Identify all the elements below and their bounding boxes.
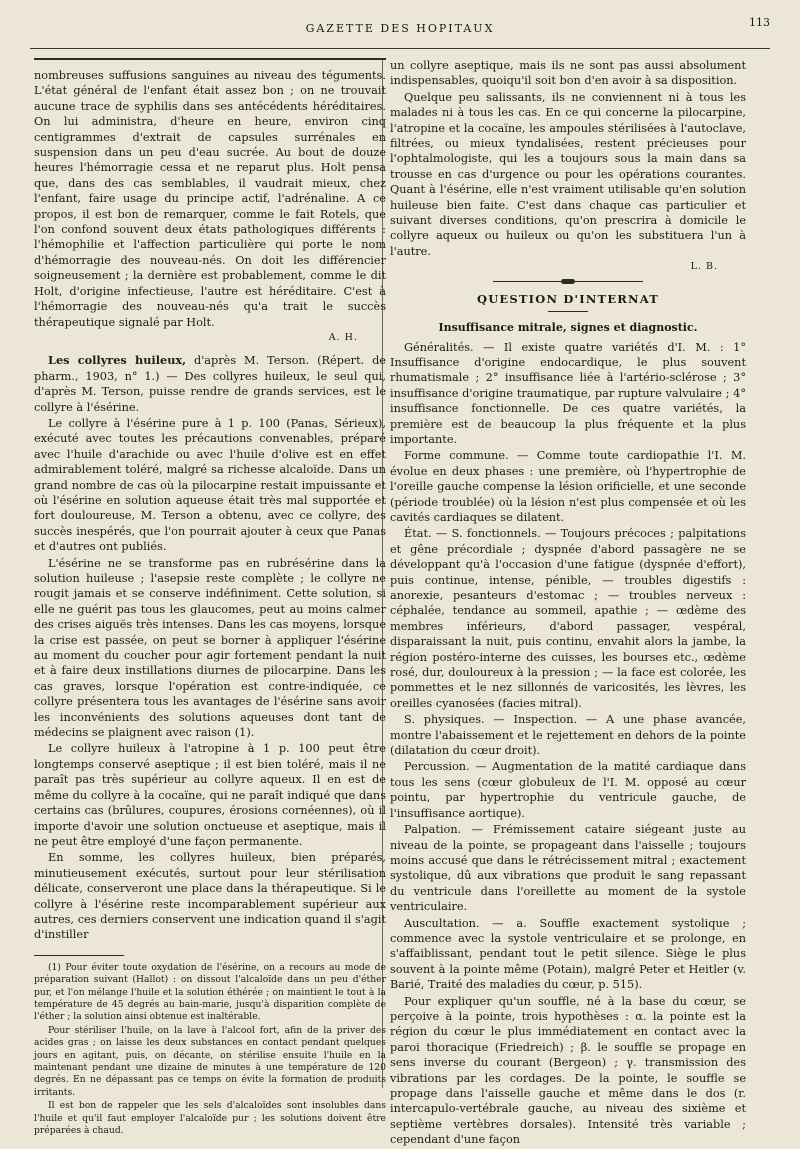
journal-title: GAZETTE DES HOPITAUX [305,22,495,35]
right-paragraph-1: Généralités. — Il existe quatre variétés d'I. M. : 1° Insuffisance d'origine endocardique, le plus souvent rhumatismale ; 2° insuffisance liée à l'artério-sclérose ; 3° insuffisance d'origine traumatique, par rupture valvulaire ; 4° insuffisance fonctionnelle. De ces quatre variétés, la première est de beaucoup la plus fréquente et la plus importante. [390,340,746,446]
right-paragraph-2: Forme commune. — Comme toute cardiopathie l'I. M. évolue en deux phases : une première, où l'hypertrophie de l'oreille gauche compense la lésion orificielle, et une seconde (période troublée) où la lésion n'est plus compensée et où les cavités cardiaques se dilatent. [390,449,746,524]
left-intro-paragraph: nombreuses suffusions sanguines au niveau des téguments. L'état général de l'enfant était assez bon ; on ne trouvait aucune trace de syphilis dans ses antécédents héréditaires. On lui administra, d'heure en heure, environ cinq centigrammes d'extrait de capsules surrénales en suspension dans un peu d'eau sucrée. Au bout de douze heures l'hémorragie cessa et ne reparut plus. Holt pensa que, dans des cas semblables, il vaudrait mieux, chez l'enfant, faire usage du principe actif, l'adrénaline. A ce propos, il est bon de remarquer, comme le fait Rotels, que l'on confond souvent deux états pathologiques différents : l'hémophilie et l'affection particulière qui porte le nom d'hémorragie des nouveau-nés. On doit les différencier soigneusement ; la dernière est probablement, comme le dit Holt, d'origine infectieuse, l'autre est héréditaire. C'est à l'hémorragie des nouveau-nés qu'a trait le succès thérapeutique signalé par Holt. [34,69,386,329]
right-paragraph-3: État. — S. fonctionnels. — Toujours précoces ; palpitations et gêne précordiale ; dyspnée d'abord passagère ne se développant qu'à l'occasion d'une fatigue (dyspnée d'effort), puis continue, intense, pénible, — troubles digestifs : anorexie, pesanteurs d'estomac ; — troubles nerveux : céphalée, tendance au sommeil, apathie ; — œdème des membres inférieurs, d'abord passager, vespéral, disparaissant la nuit, puis continu, envahit alors la jambe, la région postéro-interne des cuisses, les bourses etc., œdème rosé, dur, douloureux à la pression ; — la face est colorée, les pommettes et le nez sillonnés de varicosités, les lèvres, les oreilles cyanosées (facies mitral). [390,527,746,710]
section-separator [493,281,643,282]
right-paragraph-5: Percussion. — Augmentation de la matité cardiaque dans tous les sens (cœur globuleux de l'I. M. opposé au cœur pointu, par hypertrophie du ventricule gauche, de l'insuffisance aortique). [390,760,746,820]
article-title: Les collyres huileux, [48,353,187,368]
right-intro-signature: L. B. [690,261,718,273]
header-rule [30,48,770,49]
section-sub-rule [548,311,588,312]
footnote-2: Pour stériliser l'huile, on la lave à l'alcool fort, afin de la priver des acides gras ; on laisse les deux substances en contact pendant quelques jours en agitant, puis, on décante, on stérilise ensuite l'huile en la maintenant pendant une dizaine de minutes à une température de 120 degrés. En ne dépassant pas ce temps on évite la formation de produits irritants. [34,1024,386,1098]
footnote-1: (1) Pour éviter toute oxydation de l'ésérine, on a recours au mode de préparation suivant (Hallot) : on dissout l'alcaloïde dans un peu d'éther pur, et l'on mélange l'huile et la solution éthérée ; on maintient le tout à la température de 45 degrés au bain-marie, jusqu'à disparition complète de l'éther ; la solution ainsi obtenue est inaltérable. [34,961,386,1023]
right-intro-paragraph-2: Quelque peu salissants, ils ne conviennent ni à tous les malades ni à tous les cas. En ce qui concerne la pilocarpine, l'atropine et la cocaïne, les ampoules stérilisées à l'autoclave, filtrées, ou mieux tyndalisées, restent précieuses pour l'ophtalmologiste, qui les a toujours sous la main dans sa trousse en cas d'urgence ou pour les opérations courantes. Quant à l'ésérine, elle n'est vraiment utilisable qu'en solution huileuse bien faite. C'est dans chaque cas particulier et suivant diverses conditions, qu'on prescrira à domicile le collyre aqueux ou huileux ou qu'on les substituera l'un à l'autre. [390,90,746,258]
separator-ornament [561,279,575,284]
right-paragraph-4: S. physiques. — Inspection. — A une phase avancée, montre l'abaissement et le rejettement en dehors de la pointe (dilatation du cœur droit). [390,713,746,758]
footnote-3: Il est bon de rappeler que les sels d'alcaloïdes sont insolubles dans l'huile et qu'il faut employer l'alcaloïde pur ; les solutions doivent être préparées à chaud. [34,1100,386,1137]
right-paragraph-8: Pour expliquer qu'un souffle, né à la base du cœur, se perçoive à la pointe, trois hypothèses : α. la pointe est la région du cœur le plus immédiatement en contact avec la paroi thoracique (Friedreich) ; β. le souffle se propage en sens inverse du courant (Bergeon) ; γ. transmission des vibrations par les cordages. De la pointe, le souffle se propage dans l'aisselle gauche et même dans le dos (r. intercapulo-vertébrale gauche, au niveau des sixième et septième vertèbres dorsales). Intensité très variable ; cependant d'une façon [390,994,746,1147]
left-paragraph-3: Le collyre huileux à l'atropine à 1 p. 100 peut être longtemps conservé aseptique ; il est bien toléré, mais il ne paraît pas très supérieur au collyre aqueux. Il en est de même du collyre à la cocaïne, qui ne paraît indiqué que dans certains cas (brûlures, coupures, érosions cornéennes), où il importe d'avoir une solution onctueuse et aseptique, mais il ne peut être employé d'une façon permanente. [34,742,386,848]
page-header [30,12,770,44]
footnote-rule [34,955,124,956]
right-paragraph-6: Palpation. — Frémissement cataire siégeant juste au niveau de la pointe, se propageant dans l'aisselle ; toujours moins accusé que dans le rétrécissement mitral ; exactement systolique, dû aux vibrations que produit le sang repassant du ventricule dans l'oreillette au moment de la systole ventriculaire. [390,823,746,914]
left-paragraph-1: Le collyre à l'ésérine pure à 1 p. 100 (Panas, Sérieux), exécuté avec toutes les précautions convenables, préparé avec l'huile d'arachide ou avec l'huile d'olive est en effet admirablement toléré, malgré sa richesse alcaloïde. Dans un grand nombre de cas où la pilocarpine restait impuissante et où l'ésérine en solution aqueuse était très mal supportée et fort douloureuse, M. Terson a obtenu, avec ce collyre, des succès inespérés, que l'on pourrait ajouter à ceux que Panas et d'autres ont publiés. [34,416,386,554]
left-top-rule [34,58,386,60]
page-number: 113 [749,16,770,29]
left-paragraph-2: L'ésérine ne se transforme pas en rubrésérine dans la solution huileuse ; l'asepsie reste complète ; le collyre ne rougit jamais et se conserve indéfiniment. Cette solution, si elle ne guérit pas tous les glaucomes, peut au moins calmer des crises aiguës très intenses. Dans les cas moyens, lorsque la crise est passée, on peut se borner à appliquer l'ésérine au moment du coucher pour agir fortement pendant la nuit et à faire deux instillations diurnes de pilocarpine. Dans les cas graves, lorsque l'opération est contre-indiquée, ce collyre présentera tous les avantages de l'ésérine sans avoir les inconvénients des solutions aqueuses dont tant de médecins se plaignent avec raison (1). [34,556,386,740]
left-column [34,58,386,1138]
right-intro-paragraph-1: un collyre aseptique, mais ils ne sont pas aussi absolument indispensables, quoiqu'il soit bon d'en avoir à sa disposition. [390,59,746,88]
right-paragraph-7: Auscultation. — a. Souffle exactement systolique ; commence avec la systole ventriculaire et se prolonge, en s'affaiblissant, pendant tout le petit silence. Siège le plus souvent à la pointe même (Potain), malgré Peter et Heitler (v. Barié, Traité des maladies du cœur, p. 515). [390,916,746,992]
left-paragraph-4: En somme, les collyres huileux, bien préparés, minutieusement exécutés, surtout pour leur stérilisation délicate, conserveront une place dans la thérapeutique. Si le collyre à l'ésérine reste incomparablement supérieur aux autres, ces derniers conservent une indication quand il s'agit d'instiller [34,851,386,942]
section-title: QUESTION D'INTERNAT [476,291,659,306]
article-lead-text: d'après M. Terson. (Répert. de pharm., 1903, n° 1.) — Des collyres huileux, le seul qui, d'après M. Terson, puisse rendre de grands services, est le collyre à l'ésérine. [34,354,386,414]
subsection-title: Insuffisance mitrale, signes et diagnostic. [438,321,698,335]
right-column [390,58,746,1149]
article-lead-paragraph [34,353,386,415]
footnotes [34,962,386,1138]
left-intro-signature: A. H. [328,331,358,343]
